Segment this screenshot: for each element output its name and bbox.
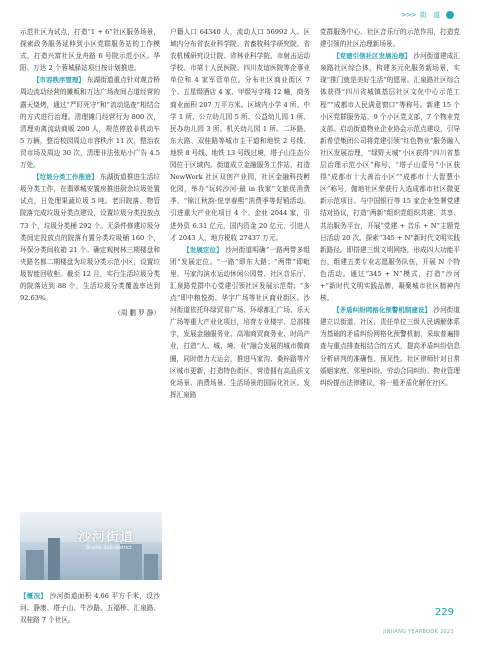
- paragraph-text: 东湖街道推进生活垃圾分类工作，在翡翠城安置房推进厨余垃圾处置试点，日处理果蔬垃圾 5 吨。老旧院落、物管院落完成垃圾分类点建设，设置垃圾分类投放点 73 个，垃圾分类桶 292 个。无条件修建垃圾分类间定投放点的院落有置分类垃圾桶 160 个，环保分类间收箱 21 个。确定观树林三期楼盘和夹路名都二期楼盘为垃圾分类示范小区，设置垃圾智能回收柜。截至 12 月，实行生活垃圾分类的院落达到 88 个，生活垃圾分类覆盖率达到 92.63%。: [20, 173, 161, 303]
- paragraph-text: 沙河街道明确“一路两带多组团”发展定位。“一路”即东大路；“两带”即毗里、马家沟滨水运动休闲公园带、社区音乐厅、汇泉路党群中心党建引领社区发展示范带；“多点”即中粮悦街、华宇广场等社区商业街区。沙河街道依托环绿贸易广场、环球都汇广场、乐天广场等重大产业化项目，培育专业楼宇、总部楼宇，发展金融服务业、高端商贸商务业、时尚产业，打造“人、城、境、业”融合发展的城市微商圈，同时借力大运会，推进马家沟、桑梓路等片区城市更新，打造特色街区，营造拥有高品质文化场景、消费场景、生活场景的国际化社区。发挥汇泉路: [170, 245, 310, 399]
- column-1-lower: [20, 590, 160, 626]
- column-3: [320, 26, 460, 389]
- section-tag: 【发展定位】: [183, 245, 223, 254]
- section-title: 街 道: [419, 11, 442, 19]
- paragraph: 党群服务中心、社区音乐厅的示范作用，打造党建引领的社区治理新场景。: [320, 28, 460, 49]
- book-title: JINJIANG YEARBOOK 2023: [383, 629, 454, 635]
- section-tag: 【市容秩序管理】: [33, 76, 85, 85]
- paragraph: [320, 50, 460, 304]
- section-tag: 【矛盾纠纷网格化预警机制建设】: [333, 306, 431, 315]
- section-tag: 【概况】: [20, 592, 48, 600]
- paragraph: [320, 304, 460, 389]
- photo-building: [144, 554, 158, 580]
- page-footer: [383, 607, 454, 637]
- paragraph: [20, 74, 160, 171]
- author-credit: （周 鹏 罗 静）: [114, 309, 160, 318]
- section-tag: 【垃圾分类工作推进】: [33, 173, 98, 182]
- photo-building: [26, 550, 44, 580]
- paragraph: [20, 171, 160, 304]
- paragraph: [20, 590, 160, 626]
- paragraph: 户籍人口 64340 人，流动人口 56992 人。区域内分布省农业科学院、省畜牧科学研究院、省农机械研究设计院、省林业科学院、市射击运动学校、市第十人民医院、四川友谊医院等企事业单位和 4 家军管单位。分布社区商业街区 7 个、五星级酒店 4 家、甲级写字楼 12 幢，商务商业面积 207 万平方米。区域内小学 4 所、中学 1 所、公立幼儿园 5 所、公益幼儿园 1 所、民办幼儿园 3 所、机关幼儿园 1 所。二环路、东大路、双桂路等城市主干道和地铁 2 号线、地铁 8 号线、地铁 13 号线过境，塔子山生态公园位于区域内。街道成立金融服务工作站，打造 NewWork 社区双创产业园，社区金融科技孵化园，举办“玩转沙河·最 in 我家”文旅促消费季、“锦江秋韵·悦享春熙”消费季等促销活动。引进重大产业化项目 4 个、企业 2044 家，引进外资 6.31 亿元，国内资金 20 亿元，引进人才 2043 人，地方税收 27437 万元。: [170, 28, 310, 242]
- paragraph-text: 沙河街道建立以街道、社区、责任单位三级人民调解体系为基础的矛盾纠纷网格化预警机制，采取普遍排查与重点排查相结合的方式，提高矛盾纠纷信息分析研判的准确性、预见性。社区律师针对日常婚姻家庭、邻里纠纷、劳动合同纠纷、物业管理纠纷提出法律建议，将一般矛盾化解在社区。: [320, 306, 460, 387]
- page-number: 229: [434, 607, 454, 618]
- paragraph: 示范社区为试点，打造“1 + 6”社区服务场景，探索政务服务延伸到小区党群服务站的工作模式，打造兴富社区龙舟路 6 号院示范小区。华阳、万达 2 个蓉城驿站项目按计划推进。: [20, 28, 160, 73]
- paragraph-text: 东湖街道重点针对观音桥周边流动经营的摊贩和万达广场夜间占道经营的露天烧烤，通过“严盯死守”和“流动巡查”相结合的方式进行治理。清理摊门经营行为 800 次，清理劝离流动商贩 200 人，规范停放非机动车 5 万辆，整治校园周边市容秩序 11 次，整治农贸市场及周边 30 次，清理非法张贴小广告 4.5 万处。: [20, 76, 161, 170]
- paragraph-text: 沙河街道面积 4.66 平方千米，设沙河、静康、塔子山、牛沙路、五福桥、汇泉路、双桂路 7 个社区。: [20, 592, 161, 625]
- paragraph: [170, 244, 310, 401]
- subdistrict-subtitle: Shahe Sub-district: [86, 545, 132, 551]
- column-2: [170, 26, 310, 401]
- header-arrows: >>>: [401, 11, 416, 19]
- photo-building: [48, 538, 60, 580]
- running-header: [401, 10, 454, 20]
- paragraph-text: 沙河街道建成汇泉路社区综合体，构建多元化服务新场景，实现“推门就是美好生活”的愿景。汇泉路社区综合体获得“四川省城镇基层社区文化中心示范工程”“成都市人民满意窗口”等称号。新建 15 个小区党群服务站，9 个小区党支部，7 个物业党支部。启动街道物业企业协会示范点建设，引导新希望集团公司将党建引领“红色物业”服务融入社区发展治理，“绿野天城”小区获得“四川省基层治理示范小区”称号，“塔子山壹号”小区获得“成都市十大善治小区”“成都市十大智慧小区”称号，伽地社区荣获行人选成都市社区微更新示范项目。与中国银行等 15 家企业签署党建结对协议，打造“两新”组织党组织共建、共享、共治服务平台，开展“党建 + 音乐 + N”主题党日活动 20 次。探索“345 + N”新时代文明实践新路径。即搭建三级文明网络，形成四大功能平台，组建五类专业志愿服务队伍，开展 N 个特色活动。通过“345 + N”模式，打造“沙河 +”新时代文明实践品牌，凝聚城市社区精神内核。: [320, 52, 461, 303]
- section-dot-icon: [446, 11, 454, 19]
- subdistrict-photo-banner: [20, 512, 162, 580]
- column-1: [20, 26, 160, 319]
- section-tag: 【党建引领社区发展治理】: [333, 52, 412, 61]
- subdistrict-title: 沙河街道: [78, 530, 135, 545]
